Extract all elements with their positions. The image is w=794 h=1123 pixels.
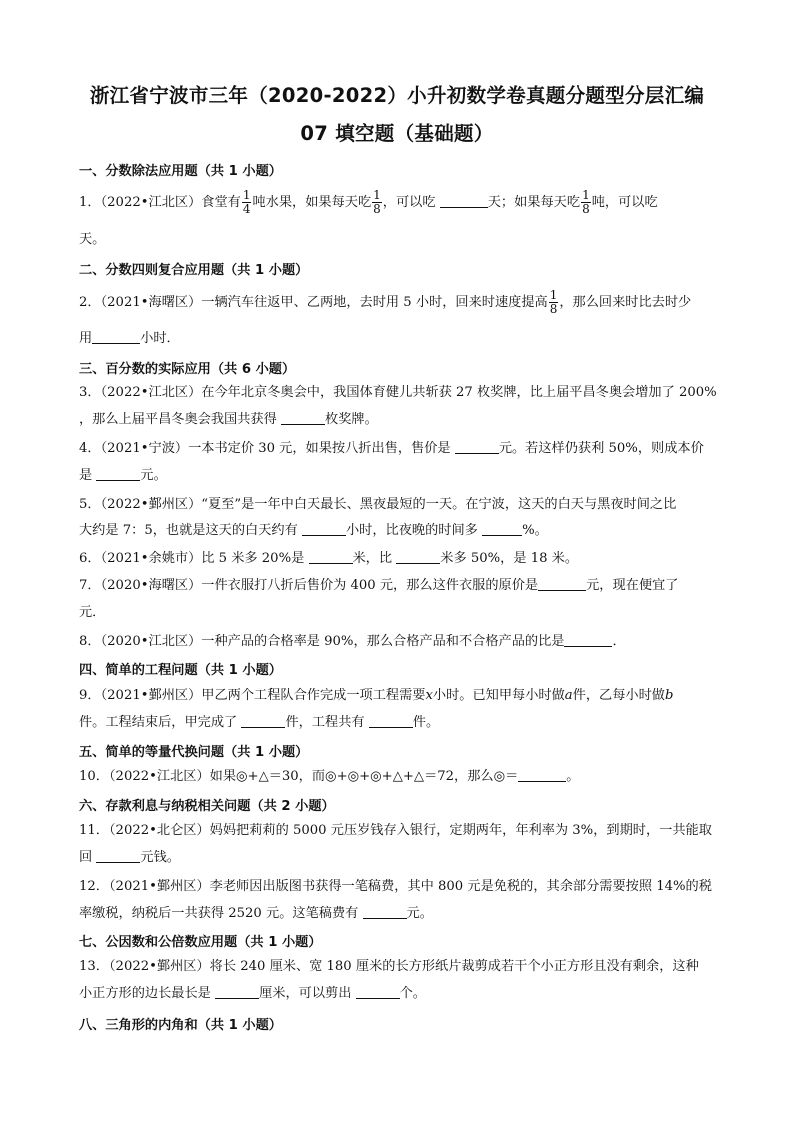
doc-title: 浙江省宁波市三年（2020-2022）小升初数学卷真题分题型分层汇编 — [89, 84, 705, 107]
question-7-line-2: 元． — [79, 605, 106, 620]
answer-blank[interactable] — [215, 984, 259, 999]
answer-blank[interactable] — [396, 549, 440, 564]
question-3: 3．（2022•江北区）在今年北京冬奥会中，我国体育健儿共斩获 27 枚奖牌，比上届平昌冬奥会增加了 200% — [79, 385, 717, 400]
question-1-line-2: 天。 — [79, 232, 106, 247]
answer-blank[interactable] — [96, 466, 140, 481]
question-13: 13．（2022•鄞州区）将长 240 厘米、宽 180 厘米的长方形纸片裁剪成若干个小正方形且没有剩余，这种 — [79, 959, 699, 974]
question-4-line-2: 是 元。 — [79, 468, 167, 483]
answer-blank[interactable] — [518, 767, 566, 782]
fraction: $\frac{1}{8}$ — [549, 288, 558, 316]
fraction: $\frac{1}{8}$ — [373, 188, 381, 216]
section-heading: 四、简单的工程问题（共 1 小题） — [79, 663, 282, 678]
question-2-line-2: 用 小时． — [79, 331, 180, 346]
question-9-line-2: 件。工程结束后，甲完成了 件，工程共有 件。 — [79, 715, 440, 730]
fraction: $\frac{1}{4}$ — [242, 188, 251, 216]
question-10: 10．（2022•江北区）如果◎+△＝30，而◎+◎+◎+△+△＝72，那么◎＝ 。 — [79, 769, 580, 784]
question-5: 5．（2022•鄞州区）“夏至”是一年中白天最长、黑夜最短的一天。在宁波，这天的白天与黑夜时间之比 — [79, 497, 677, 512]
section-heading: 八、三角形的内角和（共 1 小题） — [79, 1018, 282, 1033]
question-13-line-2: 小正方形的边长最长是 厘米，可以剪出 个。 — [79, 986, 426, 1001]
question-12: 12．（2021•鄞州区）李老师因出版图书获得一笔稿费，其中 800 元是免税的，其余部分需要按照 14%的税 — [79, 879, 712, 894]
question-5-line-2: 大约是 7：5，也就是这天的白天约有 小时，比夜晚的时间多 %。 — [79, 523, 548, 538]
section-heading: 一、分数除法应用题（共 1 小题） — [79, 164, 282, 179]
section-heading: 二、分数四则复合应用题（共 1 小题） — [79, 263, 309, 278]
question-2: 2．（2021•海曙区）一辆汽车往返甲、乙两地，去时用 5 小时，回来时速度提高 $\frac{1}{8}$ ，那么回来时比去时少 — [79, 288, 692, 316]
answer-blank[interactable] — [538, 576, 586, 591]
answer-blank[interactable] — [455, 439, 499, 454]
variable-x: x — [425, 688, 433, 703]
answer-blank[interactable] — [440, 193, 488, 208]
question-11-line-2: 回 元钱。 — [79, 850, 180, 865]
fraction: $\frac{1}{8}$ — [582, 188, 590, 216]
answer-blank[interactable] — [241, 713, 285, 728]
question-6: 6．（2021•余姚市）比 5 米多 20%是 米，比 米多 50%，是 18 米。 — [79, 551, 579, 566]
question-12-line-2: 率缴税，纳税后一共获得 2520 元。这笔稿费有 元。 — [79, 906, 433, 921]
doc-subtitle: 07 填空题（基础题） — [300, 122, 494, 145]
question-4: 4．（2021•宁波）一本书定价 30 元，如果按八折出售，售价是 元。若这样仍获利 50%，则成本价 — [79, 441, 704, 456]
answer-blank[interactable] — [302, 521, 346, 536]
section-heading: 六、存款利息与纳税相关问题（共 2 小题） — [79, 799, 335, 814]
variable-a: a — [564, 688, 573, 703]
answer-blank[interactable] — [281, 410, 325, 425]
question-3-line-2: ，那么上届平昌冬奥会我国共获得 枚奖牌。 — [79, 412, 378, 427]
question-8: 8．（2020•江北区）一种产品的合格率是 90%，那么合格产品和不合格产品的比是 ． — [79, 634, 626, 649]
question-9: 9．（2021•鄞州区）甲乙两个工程队合作完成一项工程需要x小时。已知甲每小时做a件，乙每小时做b — [79, 688, 674, 703]
answer-blank[interactable] — [309, 549, 353, 564]
answer-blank[interactable] — [356, 984, 400, 999]
answer-blank[interactable] — [92, 329, 140, 344]
answer-blank[interactable] — [96, 848, 140, 863]
question-7: 7．（2020•海曙区）一件衣服打八折后售价为 400 元，那么这件衣服的原价是 元，现在便宜了 — [79, 578, 679, 593]
answer-blank[interactable] — [369, 713, 413, 728]
section-heading: 五、简单的等量代换问题（共 1 小题） — [79, 745, 309, 760]
answer-blank[interactable] — [363, 904, 407, 919]
question-11: 11．（2022•北仑区）妈妈把莉莉的 5000 元压岁钱存入银行，定期两年，年利率为 3%，到期时，一共能取 — [79, 823, 712, 838]
section-heading: 三、百分数的实际应用（共 6 小题） — [79, 362, 296, 377]
answer-blank[interactable] — [564, 632, 612, 647]
answer-blank[interactable] — [482, 521, 522, 536]
section-heading: 七、公因数和公倍数应用题（共 1 小题） — [79, 935, 322, 950]
question-1: 1．（2022•江北区）食堂有 $\frac{1}{4}$ 吨水果，如果每天吃 $\frac{1}{8}$ ，可以吃 天；如果每天吃 $\frac{1}{8}$ 吨，可以吃 — [79, 188, 658, 216]
variable-b: b — [664, 688, 674, 703]
